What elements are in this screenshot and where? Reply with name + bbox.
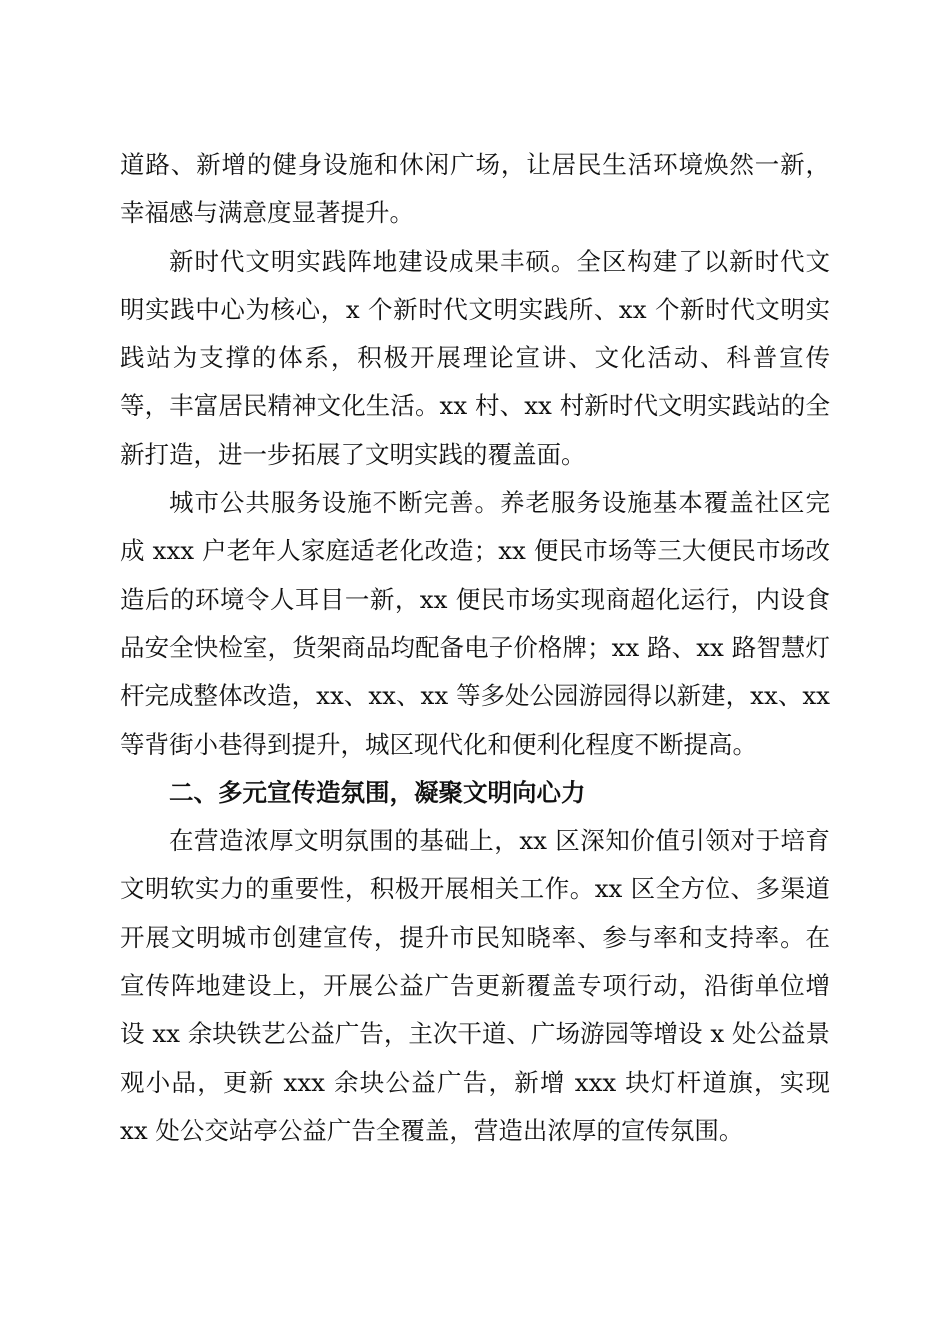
paragraph-publicity: 在营造浓厚文明氛围的基础上，xx 区深知价值引领对于培育文明软实力的重要性，积极开展相关工作。xx 区全方位、多渠道开展文明城市创建宣传，提升市民知晓率、参与率和支持率。在宣传阵地建设上，开展公益广告更新覆盖专项行动，沿街单位增设 xx 余块铁艺公益广告，主次干道、广场游园等增设 x 处公益景观小品，更新 xxx 余块公益广告，新增 xxx 块灯杆道旗，实现 xx 处公交站亭公益广告全覆盖，营造出浓厚的宣传氛围。 xyxy=(120,826,830,1145)
document-body xyxy=(120,141,830,1155)
paragraph-civilization-practice: 新时代文明实践阵地建设成果丰硕。全区构建了以新时代文明实践中心为核心，x 个新时代文明实践所、xx 个新时代文明实践站为支撑的体系，积极开展理论宣讲、文化活动、科普宣传等，丰富居民精神文化生活。xx 村、xx 村新时代文明实践站的全新打造，进一步拓展了文明实践的覆盖面。 xyxy=(120,246,830,469)
paragraph-public-services: 城市公共服务设施不断完善。养老服务设施基本覆盖社区完成 xxx 户老年人家庭适老化改造；xx 便民市场等三大便民市场改造后的环境令人耳目一新，xx 便民市场实现商超化运行，内设食品安全快检室，货架商品均配备电子价格牌；xx 路、xx 路智慧灯杆完成整体改造，xx、xx、xx 等多处公园游园得以新建，xx、xx 等背街小巷得到提升，城区现代化和便利化程度不断提高。 xyxy=(120,488,830,759)
paragraph-continuation: 道路、新增的健身设施和休闲广场，让居民生活环境焕然一新，幸福感与满意度显著提升。 xyxy=(120,150,830,228)
section-heading: 二、多元宣传造氛围，凝聚文明向心力 xyxy=(169,777,586,807)
